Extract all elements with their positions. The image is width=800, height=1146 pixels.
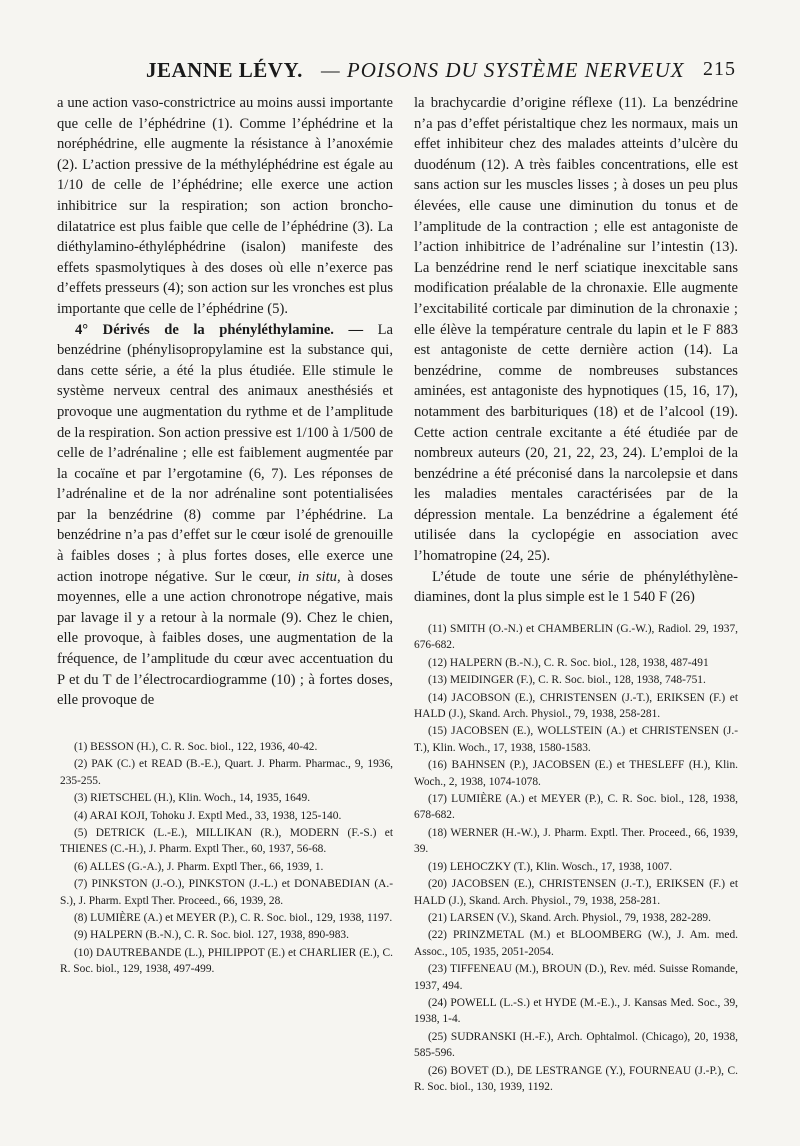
footnote: (21) LARSEN (V.), Skand. Arch. Physiol., 79, 1938, 282-289. — [428, 911, 711, 924]
footnote: (1) BESSON (H.), C. R. Soc. biol., 122, 1936, 40-42. — [74, 741, 318, 753]
footnote: (22) PRINZMETAL (M.) et BLOOMBERG (W.), J. Am. med. Assoc., 105, 1935, 2051-2054. — [414, 929, 738, 958]
footnote: (10) DAUTREBANDE (L.), PHILIPPOT (E.) et CHARLIER (E.), C. R. Soc. biol., 129, 1938, 497-499. — [60, 946, 393, 976]
footnote: (15) JACOBSEN (E.), WOLLSTEIN (A.) et CHRISTENSEN (J.-T.), Klin. Woch., 17, 1938, 1580-1583. — [414, 725, 738, 754]
body-column-left — [57, 93, 393, 711]
page-number: 215 — [703, 58, 736, 80]
paragraph-left-2-text: La benzédrine (phénylisopropylamine est la substance qui, dans cette série, a été la plus étudiée. Elle stimule le système nerveux central des animaux anesthésiés et provoque une augmentation du rythme et de l’amplitude de la respiration. Son action pressive est 1/100 à 1/500 de celle de l’adrénaline ; elle est faiblement augmentée par la cocaïne et par l’ergotamine (6, 7). Les réponses de l’adrénaline et de la nor adrénaline sont potentialisées par la benzédrine (8) comme par l’éphédrine. La benzédrine n’a pas d’effet sur le cœur isolé de grenouille à faibles doses ; à plus fortes doses, elle exerce une action inotrope négative. Sur le cœur, — [57, 321, 394, 585]
paragraph-left-2-italic: in situ — [297, 568, 337, 585]
footnote: (11) SMITH (O.-N.) et CHAMBERLIN (G.-W.), Radiol. 29, 1937, 676-682. — [414, 623, 738, 652]
paragraph-left-1: a une action vaso-constrictrice au moins aussi importante que celle de l’éphédrine (1). Comme l’éphédrine et la noréphédrine, elle augmente la résistance à l’anoxémie (2). L’action pressive de la méthyléphédrine est égale au 1/10 de celle de l’éphédrine; elle exerce une action inhibitrice sur la respiration; son action broncho-dilatatrice est plus faible que celle de l’éphédrine (3). La diéthylamino-éthyléphédrine (isalon) manifeste des effets spasmolytiques à des doses où elle n’exerce pas d’effets presseurs (4); son action sur les vronches est plus importante que celle de l’éphédrine (5). — [57, 95, 393, 317]
body-column-right — [414, 93, 738, 608]
footnote: (9) HALPERN (B.-N.), C. R. Soc. biol. 127, 1938, 890-983. — [74, 929, 349, 942]
footnote: (8) LUMIÈRE (A.) et MEYER (P.), C. R. Soc. biol., 129, 1938, 1197. — [74, 912, 393, 925]
footnotes-right — [414, 621, 738, 1096]
footnote: (18) WERNER (H.-W.), J. Pharm. Exptl. Ther. Proceed., 66, 1939, 39. — [414, 826, 738, 856]
paragraph-right-1: la brachycardie d’origine réflexe (11). La benzédrine n’a pas d’effet péristaltique chez les normaux, mais un effet inhibiteur chez des malades atteints d’ulcère du duodénum (12). A très faibles concentrations, elle est sans action sur les muscles lisses ; à doses un peu plus élevées, elle cause une diminution du tonus et de l’amplitude de la contraction ; elle est antagoniste de l’action inhibitrice de l’adrénaline sur l’intestin (13). La benzédrine rend le nerf sciatique inexcitable sans modification préalable de la chronaxie. Elle augmente l’excitabilité corticale par diminution de la chronaxie ; elle élève la température centrale du lapin et le F 883 est antagoniste de cette dernière action (14). La benzédrine, comme de nombreuses substances aminées, est antagoniste des hypnotiques (15, 16, 17), notamment des barbituriques (18) et de l’alcool (19). Cette action centrale excitante a été étudiée par de nombreux auteurs (20, 21, 22, 23, 24). L’emploi de la benzédrine a été préconisé dans la narcolepsie et dans les maladies mentales caractérisées par de la dépression mentale. La benzédrine a également été utilisée dans la cyclopégie en association avec l’homatropine (24, 25). — [414, 95, 738, 565]
paragraph-left-2-text-cont: , à doses moyennes, elle a une action chronotrope négative, mais par lavage il y a retour à la normale (9). Chez le chien, elle provoque, à faibles doses, une augmentation de la fréquence, de l’amplitude du cœur avec accentuation du P et du T de l’électrocardiogramme (10) ; à fortes doses, elle provoque de — [57, 568, 393, 709]
footnote: (23) TIFFENEAU (M.), BROUN (D.), Rev. méd. Suisse Romande, 1937, 494. — [414, 963, 738, 992]
footnote: (12) HALPERN (B.-N.), C. R. Soc. biol., 128, 1938, 487-491 — [428, 656, 709, 669]
footnote: (20) JACOBSEN (E.), CHRISTENSEN (J.-T.), ERIKSEN (F.) et HALD (J.), Skand. Arch. Physiol., 79, 1938, 258-281. — [414, 878, 738, 907]
paragraph-left-2 — [57, 320, 393, 711]
footnote: (4) ARAI KOJI, Tohoku J. Exptl Med., 33, 1938, 125-140. — [74, 809, 342, 822]
footnote: (13) MEIDINGER (F.), C. R. Soc. biol., 128, 1938, 748-751. — [428, 674, 706, 687]
header-title: — POISONS DU SYSTÈME NERVEUX — [321, 58, 685, 82]
footnote: (5) DETRICK (L.-E.), MILLIKAN (R.), MODERN (F.-S.) et THIENES (C.-H.), J. Pharm. Exptl Ther., 60, 1937, 56-68. — [60, 827, 393, 856]
section-heading: 4° Dérivés de la phényléthylamine. — — [75, 321, 364, 338]
footnote: (24) POWELL (L.-S.) et HYDE (M.-E.)., J. Kansas Med. Soc., 39, 1938, 1-4. — [414, 996, 738, 1026]
footnote: (2) PAK (C.) et READ (B.-E.), Quart. J. Pharm. Pharmac., 9, 1936, 235-255. — [60, 758, 393, 787]
paragraph-right-2: L’étude de toute une série de phényléthylène-diamines, dont la plus simple est le 1 540 F (26) — [414, 568, 738, 606]
footnote: (26) BOVET (D.), DE LESTRANGE (Y.), FOURNEAU (J.-P.), C. R. Soc. biol., 130, 1939, 1192. — [414, 1064, 738, 1093]
header-author: JEANNE LÉVY. — [146, 58, 303, 82]
footnote: (7) PINKSTON (J.-O.), PINKSTON (J.-L.) et DONABEDIAN (A.-S.), J. Pharm. Exptl Ther. Proceed., 66, 1939, 28. — [60, 878, 393, 907]
footnotes-left — [60, 739, 393, 979]
footnote: (25) SUDRANSKI (H.-F.), Arch. Ophtalmol. (Chicago), 20, 1938, 585-596. — [414, 1030, 738, 1060]
running-header — [116, 58, 736, 92]
footnote: (14) JACOBSON (E.), CHRISTENSEN (J.-T.), ERIKSEN (F.) et HALD (J.), Skand. Arch. Physiol., 79, 1938, 258-281. — [414, 691, 738, 721]
footnote: (16) BAHNSEN (P.), JACOBSEN (E.) et THESLEFF (H.), Klin. Woch., 2, 1938, 1074-1078. — [414, 759, 738, 788]
footnote: (19) LEHOCZKY (T.), Klin. Wosch., 17, 1938, 1007. — [428, 860, 673, 873]
footnote: (6) ALLES (G.-A.), J. Pharm. Exptl Ther., 66, 1939, 1. — [74, 860, 324, 873]
footnote: (3) RIETSCHEL (H.), Klin. Woch., 14, 1935, 1649. — [74, 792, 311, 805]
footnote: (17) LUMIÈRE (A.) et MEYER (P.), C. R. Soc. biol., 128, 1938, 678-682. — [414, 793, 738, 822]
